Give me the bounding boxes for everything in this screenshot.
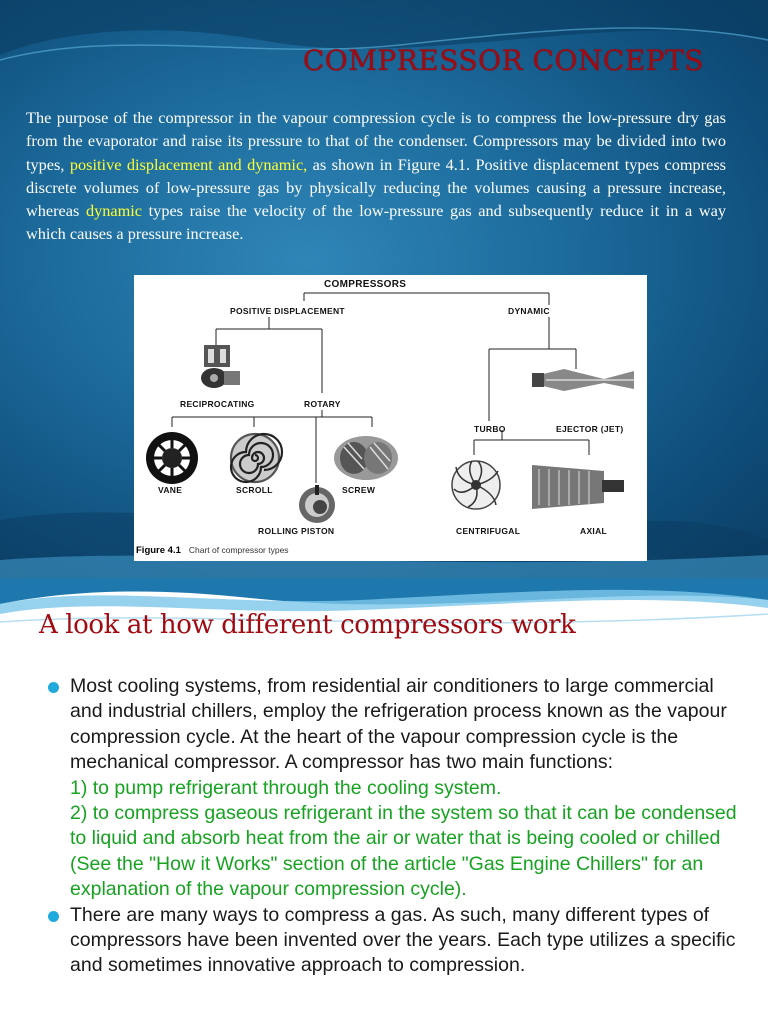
slide-title: COMPRESSOR CONCEPTS bbox=[302, 44, 704, 77]
centrifugal-impeller-image bbox=[452, 461, 500, 509]
ejector-jet-image bbox=[532, 369, 634, 391]
turbo-label: TURBO bbox=[474, 424, 506, 434]
screw-compressor-image bbox=[334, 436, 398, 480]
bullet-text: Most cooling systems, from residential air conditioners to large commercial and industrial chillers, employ the refrigeration process known as the vapour compression cycle. At the heart of the vapour compression cycle is the mechanical compressor. A compressor has two main functions: bbox=[70, 675, 727, 774]
scroll-label: SCROLL bbox=[236, 485, 273, 495]
rotary-label: ROTARY bbox=[304, 399, 341, 409]
dynamic-label: DYNAMIC bbox=[508, 306, 550, 316]
scroll-compressor-image bbox=[231, 434, 282, 482]
paragraph-text: types raise the velocity of the low-pressure gas and subsequently reduce it in a way which causes a pressure increase. bbox=[26, 201, 727, 244]
rolling-piston-image bbox=[299, 485, 335, 523]
highlight-positive-dynamic: positive displacement and dynamic, bbox=[69, 154, 308, 174]
list-item bbox=[48, 903, 738, 979]
vane-compressor-image bbox=[146, 432, 198, 484]
paragraph-text: The purpose of the compressor in the vapour compression cycle is to compress the low-pressure dry gas from the evaporator and raise its pressure to that of the condenser. Compressors may be divided into two types, bbox=[26, 108, 726, 174]
function-two: 2) to compress gaseous refrigerant in the system so that it can be condensed to liquid and absorb heat from the air or water that is being cooled or chilled (See the "How it Works" section of the article "Gas Engine Chillers" for an explanation of the vapour compression cycle). bbox=[70, 802, 737, 901]
bullet-text: There are many ways to compress a gas. As such, many different types of compressors have been invented over the years. Each type utilizes a specific and sometimes innovative approach to compression. bbox=[70, 903, 736, 977]
slide-title: A look at how different compressors work bbox=[39, 610, 576, 640]
screw-label: SCREW bbox=[342, 485, 376, 495]
bullet-list bbox=[48, 674, 738, 979]
axial-label: AXIAL bbox=[580, 526, 607, 536]
figure-number: Figure 4.1 bbox=[136, 545, 181, 556]
paragraph-text: as shown in Figure 4.1. Positive displacement types compress discrete volumes of low-pressure gas by physically reducing the volumes causing a pressure increase, whereas bbox=[26, 154, 726, 221]
chart-lines-and-images bbox=[134, 275, 647, 561]
function-one: 1) to pump refrigerant through the cooling system. bbox=[70, 776, 502, 799]
figure-caption-text: Chart of compressor types bbox=[188, 545, 289, 555]
chart-root-label: COMPRESSORS bbox=[324, 279, 407, 290]
intro-paragraph bbox=[26, 106, 726, 246]
slide-how-compressors-work bbox=[0, 578, 768, 1024]
axial-compressor-image bbox=[532, 465, 624, 509]
vane-label: VANE bbox=[158, 485, 183, 495]
rolling-piston-label: ROLLING PISTON bbox=[258, 526, 335, 536]
positive-displacement-label: POSITIVE DISPLACEMENT bbox=[230, 306, 345, 316]
compressor-types-chart bbox=[134, 275, 647, 561]
bullet-icon bbox=[48, 682, 59, 693]
figure-caption bbox=[136, 545, 289, 556]
ejector-label: EJECTOR (JET) bbox=[556, 424, 624, 434]
centrifugal-label: CENTRIFUGAL bbox=[456, 526, 521, 536]
reciprocating-compressor-image bbox=[201, 345, 240, 388]
bullet-icon bbox=[48, 911, 59, 922]
highlight-dynamic: dynamic bbox=[85, 201, 143, 221]
reciprocating-label: RECIPROCATING bbox=[180, 399, 255, 409]
list-item bbox=[48, 674, 738, 903]
